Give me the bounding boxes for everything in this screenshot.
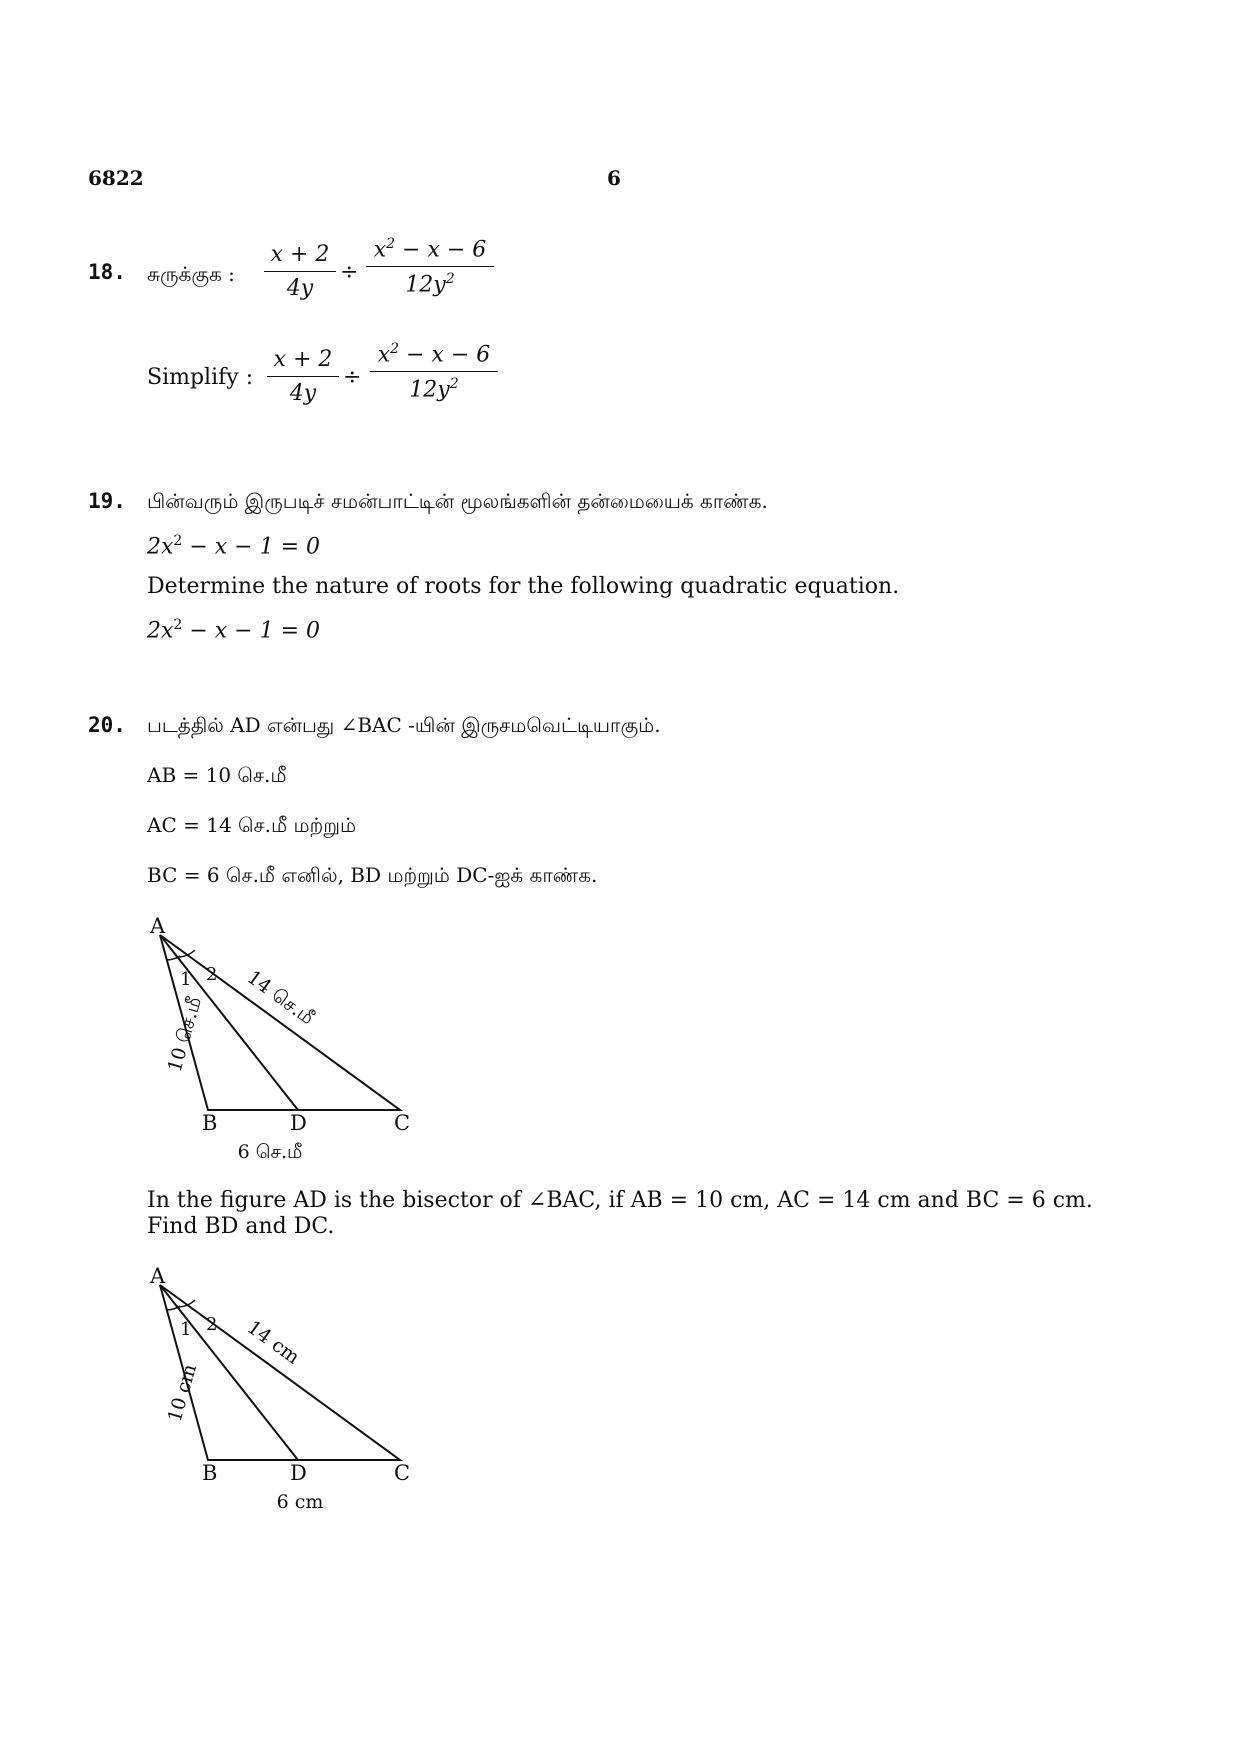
fraction-denominator: 4y: [286, 276, 314, 301]
fraction-numerator: x + 2: [270, 242, 330, 267]
q20-tamil-line-1: படத்தில் AD என்பது ∠BAC -யின் இருசமவெட்டியாகும்.: [147, 713, 661, 737]
q20-tamil-line-3: AC = 14 செ.மீ மற்றும்: [147, 813, 357, 837]
vertex-label-d: D: [290, 1111, 307, 1135]
fraction-denominator: $12y^2$: [405, 271, 455, 298]
question-18-number: 18.: [88, 260, 126, 284]
q19-tamil-text: பின்வரும் இருபடிச் சமன்பாட்டின் மூலங்களின் தன்மையைக் காண்க.: [147, 489, 768, 513]
vertex-label-a: A: [150, 1264, 166, 1288]
vertex-label-b: B: [202, 1111, 218, 1135]
side-label-ab: 10 cm: [163, 1361, 202, 1425]
question-20-number: 20.: [88, 713, 126, 737]
q20-tamil-line-2: AB = 10 செ.மீ: [147, 763, 287, 787]
side-label-ac: 14 cm: [243, 1316, 304, 1369]
side-label-bc: 6 செ.மீ: [237, 1141, 303, 1163]
angle-label-2: 2: [206, 964, 218, 985]
vertex-label-d: D: [290, 1461, 307, 1485]
fraction-denominator: 4y: [289, 381, 317, 406]
q18-english-fraction-2: [370, 341, 498, 403]
q19-equation-english: $2x^2 - x - 1 = 0$: [147, 617, 320, 644]
q18-english-label: Simplify :: [147, 365, 254, 390]
question-19-number: 19.: [88, 489, 126, 513]
vertex-label-c: C: [394, 1111, 411, 1135]
triangle-figure-english: [140, 1255, 440, 1515]
fraction-numerator: $x^2 - x - 6$: [373, 236, 487, 263]
fraction-numerator: $x^2 - x - 6$: [377, 341, 491, 368]
angle-label-1: 1: [180, 969, 192, 990]
angle-label-2: 2: [206, 1314, 218, 1335]
side-label-ab: 10 செ.மீ: [163, 994, 207, 1075]
angle-label-1: 1: [180, 1319, 192, 1340]
q18-tamil-fraction-1: [264, 242, 336, 301]
vertex-label-c: C: [394, 1461, 411, 1485]
q19-equation-tamil: $2x^2 - x - 1 = 0$: [147, 533, 320, 560]
divide-sign: ÷: [343, 365, 362, 390]
q20-english-line-1: In the figure AD is the bisector of ∠BAC, if AB = 10 cm, AC = 14 cm and BC = 6 cm.: [147, 1188, 1093, 1213]
q18-english-fraction-1: [267, 347, 339, 406]
q18-tamil-label: சுருக்குக :: [147, 262, 235, 286]
triangle-figure-tamil: [140, 905, 440, 1165]
q20-tamil-line-4: BC = 6 செ.மீ எனில், BD மற்றும் DC-ஐக் காண்க.: [147, 863, 598, 887]
page-number: 6: [607, 166, 621, 190]
fraction-denominator: $12y^2$: [409, 376, 459, 403]
vertex-label-a: A: [150, 914, 166, 938]
vertex-label-b: B: [202, 1461, 218, 1485]
paper-code: 6822: [88, 166, 144, 190]
divide-sign: ÷: [340, 260, 359, 285]
fraction-numerator: x + 2: [273, 347, 333, 372]
side-label-bc: 6 cm: [276, 1491, 324, 1513]
side-label-ac: 14 செ.மீ: [243, 966, 319, 1030]
q19-english-text: Determine the nature of roots for the following quadratic equation.: [147, 574, 900, 599]
q18-tamil-fraction-2: [366, 236, 494, 298]
q20-english-line-2: Find BD and DC.: [147, 1214, 335, 1239]
